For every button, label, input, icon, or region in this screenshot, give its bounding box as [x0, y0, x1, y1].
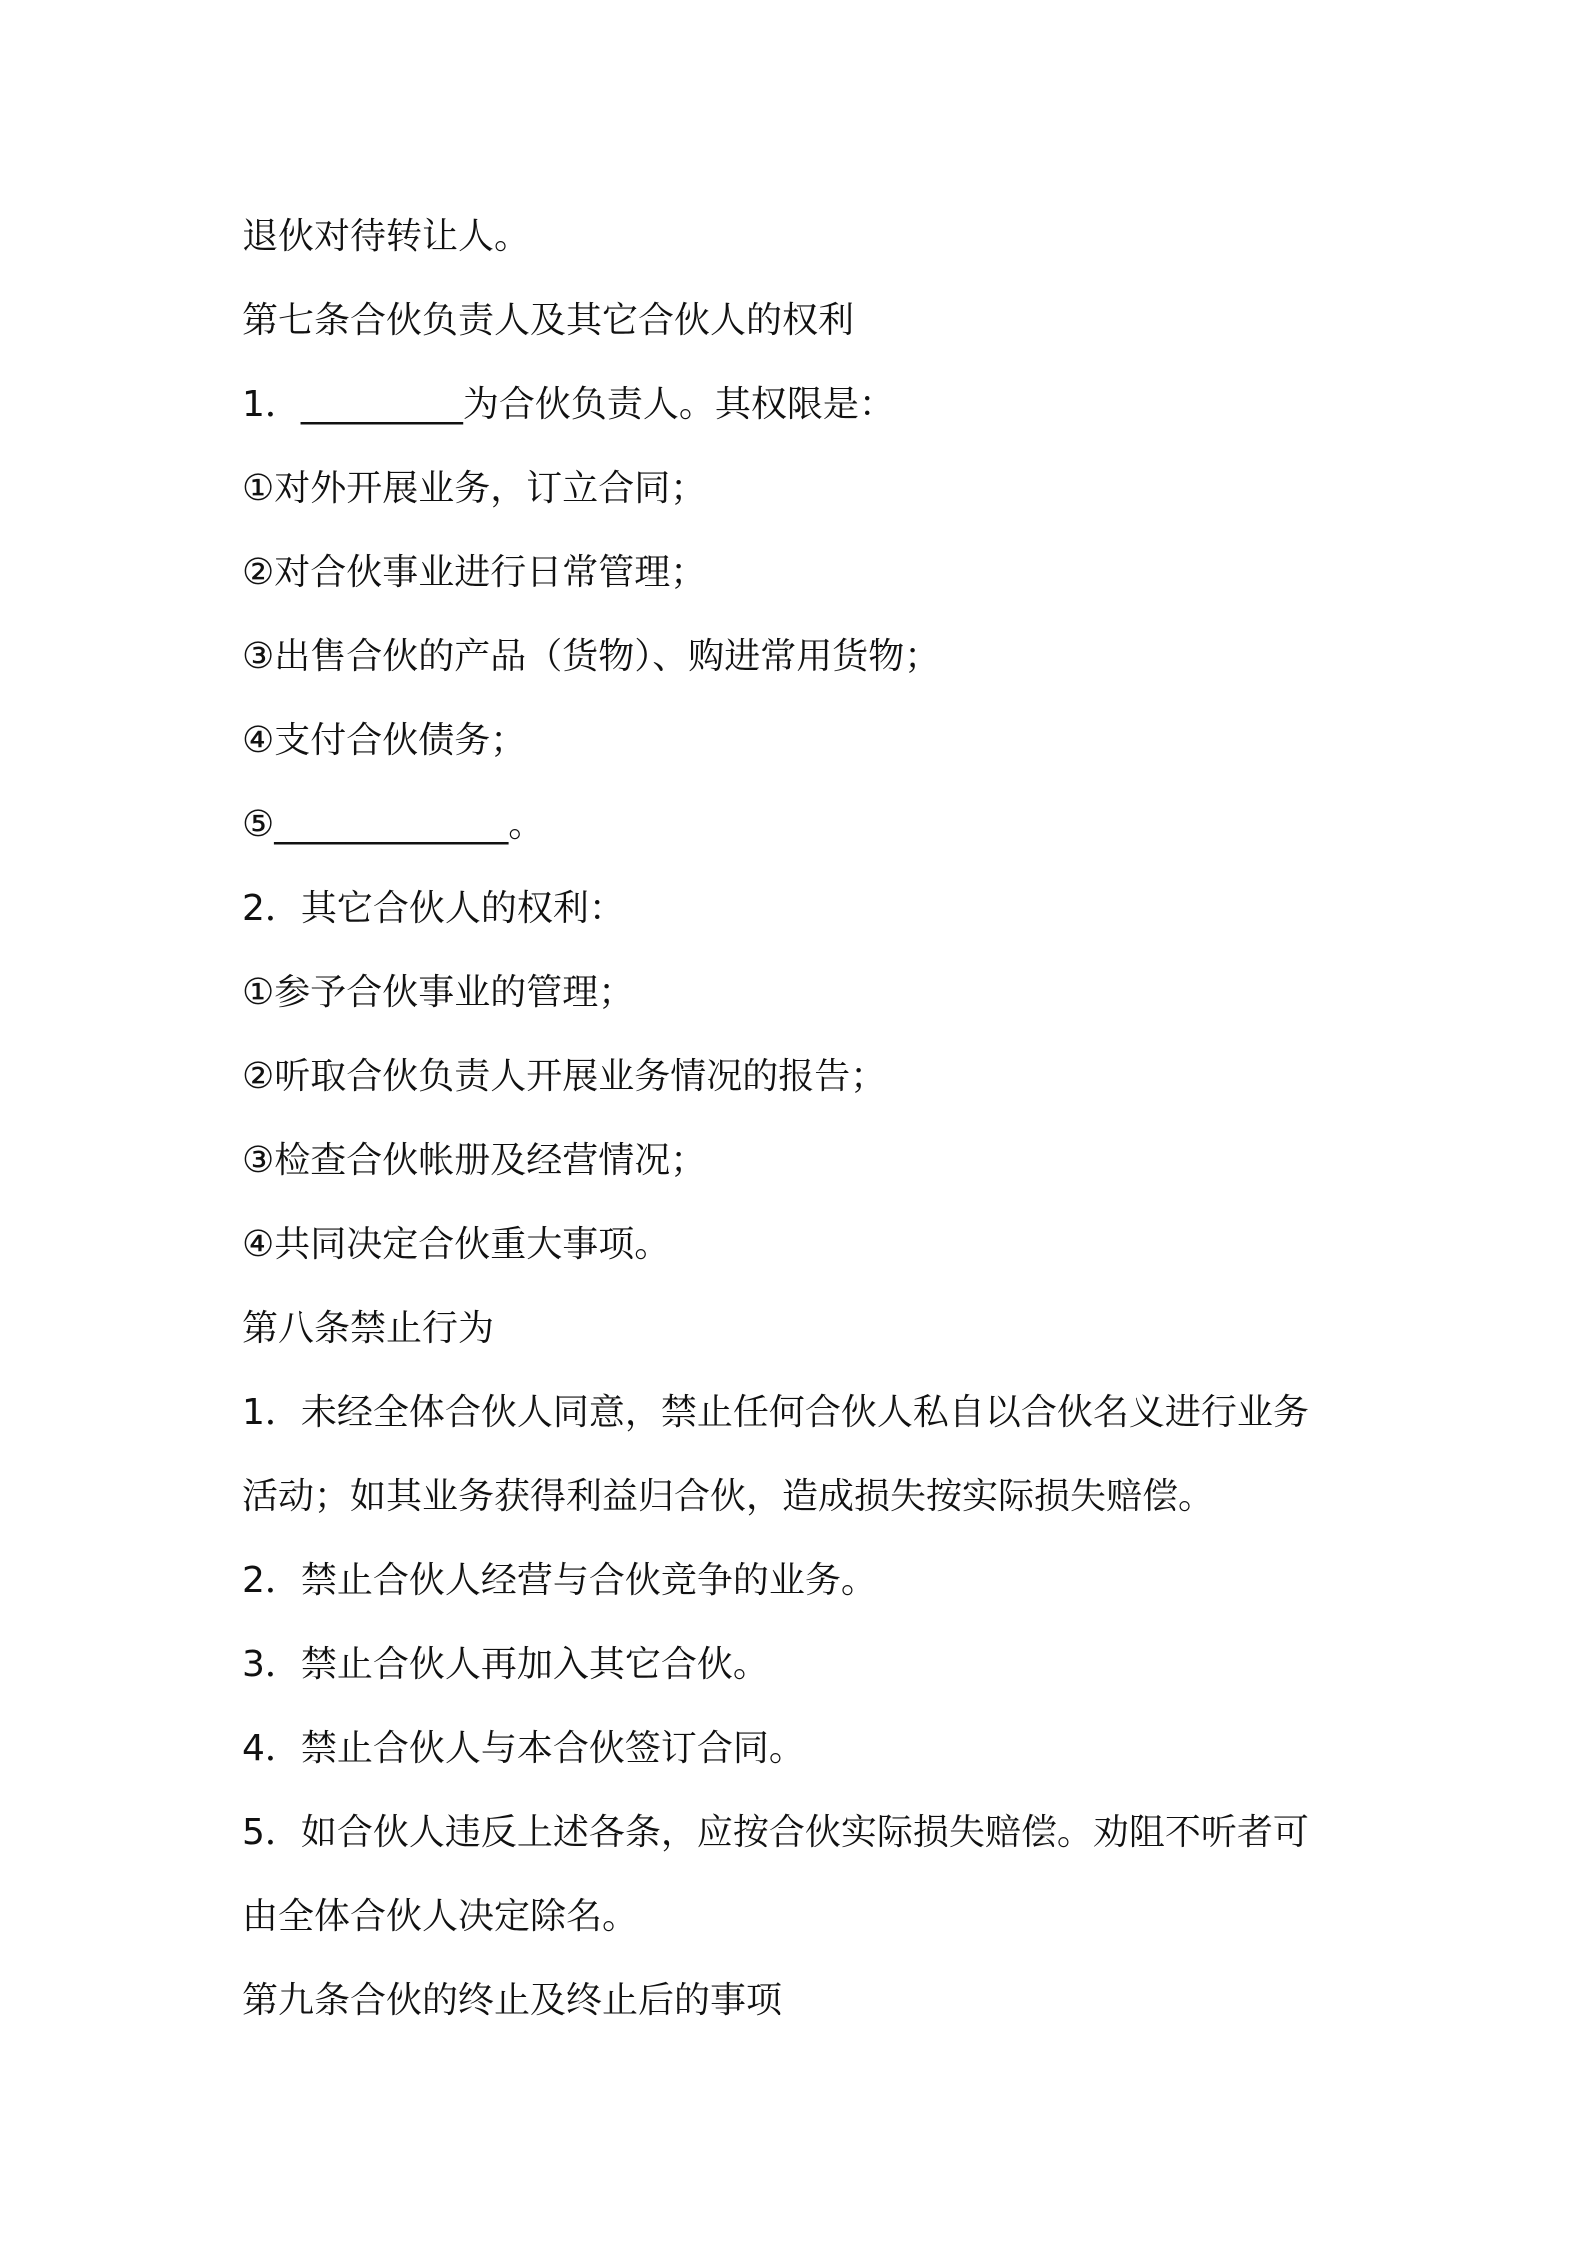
article-8-item-2: 2．禁止合伙人经营与合伙竞争的业务。	[242, 1560, 877, 1601]
article-8-item-5-line-1: 5．如合伙人违反上述各条，应按合伙实际损失赔偿。劝阻不听者可	[242, 1812, 1309, 1853]
article-9-heading: 第九条合伙的终止及终止后的事项	[242, 1980, 783, 2021]
article-8-item-1-line-1: 1．未经全体合伙人同意，禁止任何合伙人私自以合伙名义进行业务	[242, 1392, 1309, 1433]
article-8-item-4: 4．禁止合伙人与本合伙签订合同。	[242, 1728, 805, 1769]
article-8-item-3: 3．禁止合伙人再加入其它合伙。	[242, 1644, 769, 1685]
article-7-item-1-sub-2: ②对合伙事业进行日常管理；	[242, 552, 707, 593]
article-7-item-2-sub-3: ③检查合伙帐册及经营情况；	[242, 1140, 707, 1181]
text-line-withdrawal-end: 退伙对待转让人。	[242, 216, 531, 257]
article-7-heading: 第七条合伙负责人及其它合伙人的权利	[242, 300, 855, 341]
article-8-item-5-line-2: 由全体合伙人决定除名。	[242, 1896, 639, 1937]
article-7-item-1-sub-1: ①对外开展业务，订立合同；	[242, 468, 707, 509]
article-8-heading: 第八条禁止行为	[242, 1308, 495, 1349]
article-7-item-1-sub-5: ⑤_____________。	[242, 804, 545, 845]
article-7-item-2-sub-4: ④共同决定合伙重大事项。	[242, 1224, 671, 1265]
document-body	[242, 195, 1382, 2043]
article-7-item-2-sub-1: ①参予合伙事业的管理；	[242, 972, 635, 1013]
article-7-item-1-sub-4: ④支付合伙债务；	[242, 720, 527, 761]
article-7-item-1-sub-3: ③出售合伙的产品（货物）、购进常用货物；	[242, 636, 941, 677]
article-7-item-2: 2．其它合伙人的权利：	[242, 888, 625, 929]
article-7-item-2-sub-2: ②听取合伙负责人开展业务情况的报告；	[242, 1056, 887, 1097]
article-7-item-1: 1．_________为合伙负责人。其权限是：	[242, 384, 895, 425]
article-8-item-1-line-2: 活动；如其业务获得利益归合伙，造成损失按实际损失赔偿。	[242, 1476, 1215, 1517]
